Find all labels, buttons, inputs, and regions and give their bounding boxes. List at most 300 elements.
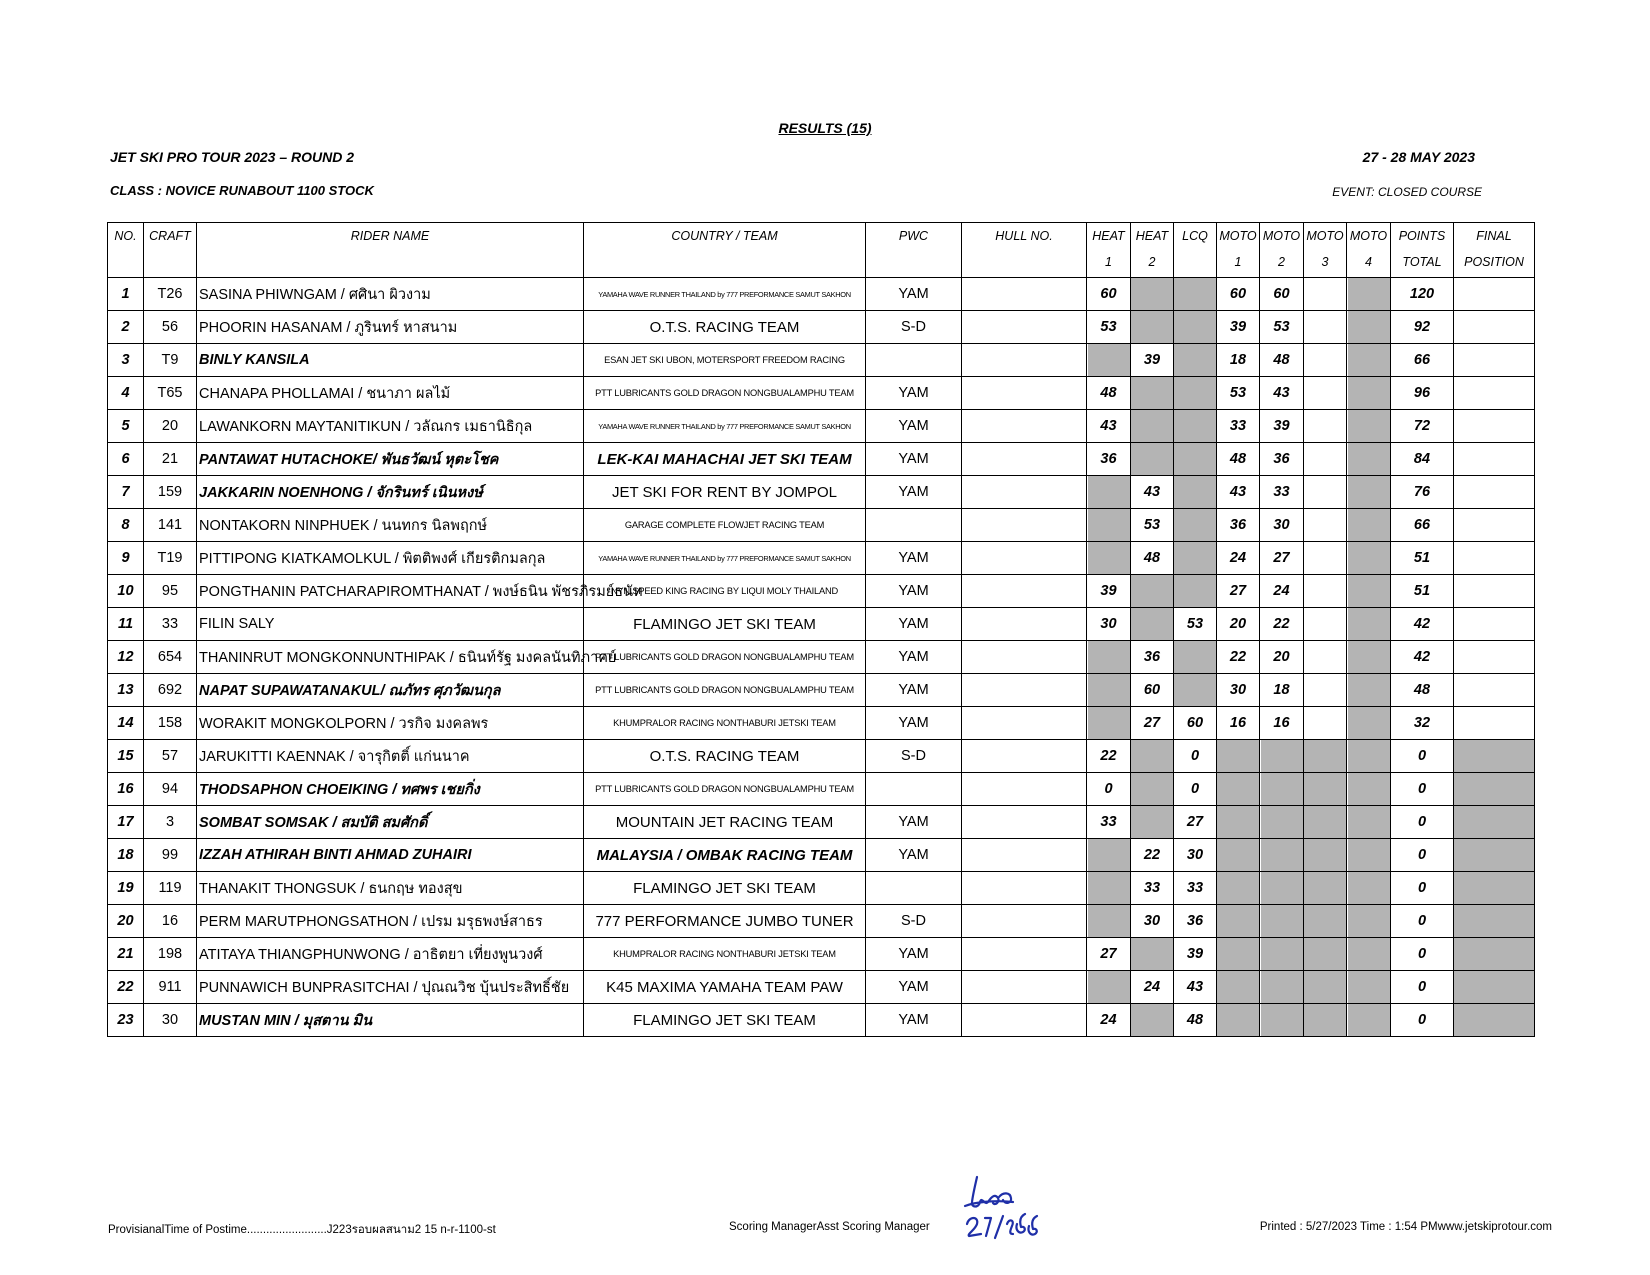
hull-no	[962, 938, 1087, 971]
table-row	[108, 377, 1535, 410]
points-total: 96	[1391, 377, 1454, 410]
score-moto4	[1347, 278, 1391, 311]
hull-no	[962, 443, 1087, 476]
event-dates: 27 - 28 MAY 2023	[1362, 149, 1475, 165]
craft-number: 30	[144, 1004, 197, 1037]
country-team: LEK-KAI MAHACHAI JET SKI TEAM	[584, 443, 866, 476]
score-heat1: 0	[1087, 773, 1131, 806]
score-moto4	[1347, 509, 1391, 542]
event-type: EVENT: CLOSED COURSE	[1332, 185, 1482, 199]
rider-name: NAPAT SUPAWATANAKUL/ ณภัทร ศุภวัฒนกุล	[197, 674, 584, 707]
rider-name: WORAKIT MONGKOLPORN / วรกิจ มงคลพร	[197, 707, 584, 740]
rider-name: JARUKITTI KAENNAK / จารุกิตติ์ แก่นนาค	[197, 740, 584, 773]
score-heat1: 30	[1087, 608, 1131, 641]
score-heat2: 24	[1131, 971, 1174, 1004]
craft-number: T19	[144, 542, 197, 575]
score-moto1: 18	[1217, 344, 1260, 377]
craft-number: 654	[144, 641, 197, 674]
score-lcq	[1174, 311, 1217, 344]
row-number: 21	[108, 938, 144, 971]
col-header-hull-no: HULL NO.	[962, 223, 1087, 278]
pwc: YAM	[866, 410, 962, 443]
pwc: YAM	[866, 542, 962, 575]
table-row	[108, 311, 1535, 344]
table-row	[108, 938, 1535, 971]
score-moto1: 20	[1217, 608, 1260, 641]
score-moto3	[1304, 740, 1347, 773]
hull-no	[962, 311, 1087, 344]
craft-number: 94	[144, 773, 197, 806]
pwc: S-D	[866, 311, 962, 344]
score-moto4	[1347, 707, 1391, 740]
score-moto2: 43	[1260, 377, 1304, 410]
score-heat1	[1087, 971, 1131, 1004]
footer-left: ProvisianalTime of Postime.........................J223รอบผลสนาม2 15 n-r-1100-st	[108, 1224, 496, 1236]
row-number: 5	[108, 410, 144, 443]
score-heat2: 30	[1131, 905, 1174, 938]
score-moto3	[1304, 443, 1347, 476]
rider-name: SASINA PHIWNGAM / ศศินา ผิวงาม	[197, 278, 584, 311]
score-moto2: 60	[1260, 278, 1304, 311]
score-moto3	[1304, 542, 1347, 575]
country-team: FLAMINGO JET SKI TEAM	[584, 608, 866, 641]
rider-name: PITTIPONG KIATKAMOLKUL / พิตติพงศ์ เกียรติกมลกุล	[197, 542, 584, 575]
row-number: 13	[108, 674, 144, 707]
table-row	[108, 542, 1535, 575]
points-total: 0	[1391, 872, 1454, 905]
table-row	[108, 410, 1535, 443]
col-header-moto-1: MOTO 1	[1217, 223, 1260, 278]
score-lcq: 30	[1174, 839, 1217, 872]
points-total: 51	[1391, 575, 1454, 608]
table-row	[108, 575, 1535, 608]
score-lcq	[1174, 278, 1217, 311]
score-moto4	[1347, 542, 1391, 575]
craft-number: T26	[144, 278, 197, 311]
final-position	[1454, 641, 1535, 674]
final-position	[1454, 674, 1535, 707]
final-position	[1454, 542, 1535, 575]
score-heat2	[1131, 410, 1174, 443]
final-position	[1454, 806, 1535, 839]
score-heat1: 48	[1087, 377, 1131, 410]
col-header-moto-2: MOTO 2	[1260, 223, 1304, 278]
final-position	[1454, 971, 1535, 1004]
points-total: 42	[1391, 608, 1454, 641]
score-moto3	[1304, 905, 1347, 938]
points-total: 51	[1391, 542, 1454, 575]
score-lcq: 33	[1174, 872, 1217, 905]
score-heat1: 27	[1087, 938, 1131, 971]
points-total: 0	[1391, 773, 1454, 806]
score-moto2	[1260, 806, 1304, 839]
hull-no	[962, 542, 1087, 575]
col-header-heat-2: HEAT 2	[1131, 223, 1174, 278]
pwc: YAM	[866, 278, 962, 311]
points-total: 66	[1391, 509, 1454, 542]
score-moto3	[1304, 344, 1347, 377]
country-team: PTT LUBRICANTS GOLD DRAGON NONGBUALAMPHU TEAM	[584, 377, 866, 410]
hull-no	[962, 740, 1087, 773]
final-position	[1454, 476, 1535, 509]
score-moto2: 39	[1260, 410, 1304, 443]
score-moto4	[1347, 443, 1391, 476]
score-moto2	[1260, 839, 1304, 872]
country-team: KHUMPRALOR RACING NONTHABURI JETSKI TEAM	[584, 938, 866, 971]
rider-name: THODSAPHON CHOEIKING / ทศพร เชยกิ่ง	[197, 773, 584, 806]
score-lcq: 43	[1174, 971, 1217, 1004]
score-moto2: 20	[1260, 641, 1304, 674]
score-moto2	[1260, 1004, 1304, 1037]
score-moto4	[1347, 410, 1391, 443]
craft-number: 141	[144, 509, 197, 542]
score-moto1: 43	[1217, 476, 1260, 509]
score-moto4	[1347, 311, 1391, 344]
score-moto2: 53	[1260, 311, 1304, 344]
hull-no	[962, 377, 1087, 410]
row-number: 15	[108, 740, 144, 773]
row-number: 14	[108, 707, 144, 740]
score-moto2	[1260, 872, 1304, 905]
hull-no	[962, 1004, 1087, 1037]
score-lcq	[1174, 674, 1217, 707]
pwc: YAM	[866, 476, 962, 509]
table-row	[108, 476, 1535, 509]
score-moto2	[1260, 938, 1304, 971]
table-row	[108, 971, 1535, 1004]
score-moto4	[1347, 1004, 1391, 1037]
score-heat1	[1087, 905, 1131, 938]
pwc: YAM	[866, 806, 962, 839]
score-heat1: 43	[1087, 410, 1131, 443]
pwc: YAM	[866, 1004, 962, 1037]
score-moto3	[1304, 641, 1347, 674]
rider-name: LAWANKORN MAYTANITIKUN / วลัณกร เมธานิธิกุล	[197, 410, 584, 443]
row-number: 6	[108, 443, 144, 476]
pwc: YAM	[866, 443, 962, 476]
craft-number: 911	[144, 971, 197, 1004]
col-header-lcq: LCQ	[1174, 223, 1217, 278]
score-moto3	[1304, 278, 1347, 311]
score-moto2: 48	[1260, 344, 1304, 377]
points-total: 42	[1391, 641, 1454, 674]
table-row	[108, 344, 1535, 377]
rider-name: ATITAYA THIANGPHUNWONG / อาธิตยา เที่ยงพูนวงศ์	[197, 938, 584, 971]
score-lcq: 27	[1174, 806, 1217, 839]
event-name: JET SKI PRO TOUR 2023 – ROUND 2	[110, 149, 355, 165]
country-team: O.T.S. RACING TEAM	[584, 740, 866, 773]
score-lcq	[1174, 575, 1217, 608]
country-team: PTT LUBRICANTS GOLD DRAGON NONGBUALAMPHU TEAM	[584, 641, 866, 674]
hull-no	[962, 410, 1087, 443]
rider-name: BINLY KANSILA	[197, 344, 584, 377]
score-moto4	[1347, 839, 1391, 872]
country-team: O.T.S. RACING TEAM	[584, 311, 866, 344]
score-moto1: 60	[1217, 278, 1260, 311]
points-total: 72	[1391, 410, 1454, 443]
row-number: 23	[108, 1004, 144, 1037]
score-moto3	[1304, 938, 1347, 971]
hull-no	[962, 641, 1087, 674]
final-position	[1454, 773, 1535, 806]
pwc	[866, 872, 962, 905]
final-position	[1454, 872, 1535, 905]
score-moto1	[1217, 872, 1260, 905]
final-position	[1454, 740, 1535, 773]
table-row	[108, 905, 1535, 938]
country-team: MALAYSIA / OMBAK RACING TEAM	[584, 839, 866, 872]
row-number: 7	[108, 476, 144, 509]
final-position	[1454, 377, 1535, 410]
score-heat2: 53	[1131, 509, 1174, 542]
points-total: 76	[1391, 476, 1454, 509]
score-moto3	[1304, 773, 1347, 806]
score-moto3	[1304, 1004, 1347, 1037]
score-moto1: 16	[1217, 707, 1260, 740]
table-row	[108, 608, 1535, 641]
row-number: 3	[108, 344, 144, 377]
score-moto2	[1260, 971, 1304, 1004]
craft-number: 56	[144, 311, 197, 344]
score-lcq: 39	[1174, 938, 1217, 971]
score-moto4	[1347, 575, 1391, 608]
score-heat2	[1131, 740, 1174, 773]
points-total: 84	[1391, 443, 1454, 476]
hull-no	[962, 707, 1087, 740]
final-position	[1454, 938, 1535, 971]
score-heat2	[1131, 938, 1174, 971]
points-total: 120	[1391, 278, 1454, 311]
craft-number: 99	[144, 839, 197, 872]
craft-number: 158	[144, 707, 197, 740]
pwc: YAM	[866, 971, 962, 1004]
country-team: 777 PERFORMANCE JUMBO TUNER	[584, 905, 866, 938]
score-heat1	[1087, 839, 1131, 872]
score-moto1: 53	[1217, 377, 1260, 410]
score-moto2: 33	[1260, 476, 1304, 509]
score-heat1	[1087, 707, 1131, 740]
score-moto3	[1304, 707, 1347, 740]
score-heat1	[1087, 872, 1131, 905]
hull-no	[962, 344, 1087, 377]
hull-no	[962, 905, 1087, 938]
score-moto1	[1217, 905, 1260, 938]
score-moto2: 18	[1260, 674, 1304, 707]
table-row	[108, 509, 1535, 542]
points-total: 0	[1391, 905, 1454, 938]
table-row	[108, 707, 1535, 740]
hull-no	[962, 839, 1087, 872]
row-number: 9	[108, 542, 144, 575]
pwc	[866, 344, 962, 377]
score-heat2	[1131, 377, 1174, 410]
table-row	[108, 740, 1535, 773]
row-number: 18	[108, 839, 144, 872]
table-row	[108, 839, 1535, 872]
table-row	[108, 443, 1535, 476]
score-heat2: 39	[1131, 344, 1174, 377]
final-position	[1454, 410, 1535, 443]
score-moto4	[1347, 773, 1391, 806]
final-position	[1454, 311, 1535, 344]
score-moto2	[1260, 905, 1304, 938]
pwc: YAM	[866, 575, 962, 608]
country-team: PTT LUBRICANTS GOLD DRAGON NONGBUALAMPHU TEAM	[584, 674, 866, 707]
final-position	[1454, 344, 1535, 377]
hull-no	[962, 872, 1087, 905]
country-team: YAMAHA WAVE RUNNER THAILAND by 777 PREFORMANCE SAMUT SAKHON	[584, 278, 866, 311]
score-moto2	[1260, 773, 1304, 806]
pwc: YAM	[866, 938, 962, 971]
score-moto4	[1347, 740, 1391, 773]
table-row	[108, 773, 1535, 806]
handwritten-signature	[955, 1172, 1055, 1257]
points-total: 66	[1391, 344, 1454, 377]
row-number: 1	[108, 278, 144, 311]
hull-no	[962, 608, 1087, 641]
row-number: 11	[108, 608, 144, 641]
score-moto2: 27	[1260, 542, 1304, 575]
pwc: YAM	[866, 641, 962, 674]
score-heat2: 36	[1131, 641, 1174, 674]
craft-number: 21	[144, 443, 197, 476]
craft-number: 3	[144, 806, 197, 839]
score-heat2: 43	[1131, 476, 1174, 509]
pwc: YAM	[866, 608, 962, 641]
col-header-no: NO.	[108, 223, 144, 278]
points-total: 0	[1391, 839, 1454, 872]
table-row	[108, 1004, 1535, 1037]
score-lcq: 48	[1174, 1004, 1217, 1037]
score-heat1	[1087, 542, 1131, 575]
col-header-points-total: POINTS TOTAL	[1391, 223, 1454, 278]
score-heat2: 60	[1131, 674, 1174, 707]
score-heat1	[1087, 641, 1131, 674]
row-number: 16	[108, 773, 144, 806]
col-header-final-position: FINAL POSITION	[1454, 223, 1535, 278]
score-heat2	[1131, 278, 1174, 311]
score-lcq: 60	[1174, 707, 1217, 740]
rider-name: JAKKARIN NOENHONG / จักรินทร์ เนินหงษ์	[197, 476, 584, 509]
rider-name: THANAKIT THONGSUK / ธนกฤษ ทองสุข	[197, 872, 584, 905]
score-heat1: 24	[1087, 1004, 1131, 1037]
score-moto3	[1304, 575, 1347, 608]
score-moto4	[1347, 971, 1391, 1004]
score-lcq	[1174, 344, 1217, 377]
hull-no	[962, 509, 1087, 542]
score-moto1: 27	[1217, 575, 1260, 608]
score-heat1	[1087, 674, 1131, 707]
score-moto1: 48	[1217, 443, 1260, 476]
score-heat1: 53	[1087, 311, 1131, 344]
score-heat2: 48	[1131, 542, 1174, 575]
col-header-moto-4: MOTO 4	[1347, 223, 1391, 278]
country-team: YAMAHA WAVE RUNNER THAILAND by 777 PREFORMANCE SAMUT SAKHON	[584, 410, 866, 443]
country-team: FLAMINGO JET SKI TEAM	[584, 872, 866, 905]
country-team: FLAMINGO JET SKI TEAM	[584, 1004, 866, 1037]
score-moto4	[1347, 806, 1391, 839]
hull-no	[962, 806, 1087, 839]
craft-number: 33	[144, 608, 197, 641]
final-position	[1454, 1004, 1535, 1037]
final-position	[1454, 278, 1535, 311]
score-moto1	[1217, 1004, 1260, 1037]
score-heat2	[1131, 443, 1174, 476]
footer-printed: Printed : 5/27/2023 Time : 1:54 PMwww.jetskiprotour.com	[1259, 1221, 1552, 1233]
craft-number: T9	[144, 344, 197, 377]
hull-no	[962, 674, 1087, 707]
score-moto3	[1304, 476, 1347, 509]
col-header-heat-1: HEAT 1	[1087, 223, 1131, 278]
score-moto4	[1347, 872, 1391, 905]
rider-name: PANTAWAT HUTACHOKE/ พันธวัฒน์ หุตะโชค	[197, 443, 584, 476]
final-position	[1454, 839, 1535, 872]
score-heat1	[1087, 476, 1131, 509]
pwc: YAM	[866, 707, 962, 740]
craft-number: 95	[144, 575, 197, 608]
table-row	[108, 278, 1535, 311]
row-number: 19	[108, 872, 144, 905]
score-moto2: 30	[1260, 509, 1304, 542]
score-heat2: 33	[1131, 872, 1174, 905]
results-title: RESULTS (15)	[778, 120, 872, 136]
score-moto1	[1217, 971, 1260, 1004]
score-moto4	[1347, 476, 1391, 509]
craft-number: T65	[144, 377, 197, 410]
score-moto3	[1304, 806, 1347, 839]
craft-number: 16	[144, 905, 197, 938]
score-heat2	[1131, 575, 1174, 608]
score-moto4	[1347, 344, 1391, 377]
score-moto1	[1217, 773, 1260, 806]
craft-number: 692	[144, 674, 197, 707]
row-number: 8	[108, 509, 144, 542]
country-team: YAMAHA WAVE RUNNER THAILAND by 777 PREFORMANCE SAMUT SAKHON	[584, 542, 866, 575]
hull-no	[962, 476, 1087, 509]
row-number: 2	[108, 311, 144, 344]
score-moto3	[1304, 311, 1347, 344]
score-moto4	[1347, 608, 1391, 641]
country-team: JET SKI FOR RENT BY JOMPOL	[584, 476, 866, 509]
score-lcq	[1174, 542, 1217, 575]
craft-number: 20	[144, 410, 197, 443]
score-moto3	[1304, 410, 1347, 443]
score-heat2	[1131, 806, 1174, 839]
score-moto2	[1260, 740, 1304, 773]
table-row	[108, 806, 1535, 839]
score-moto3	[1304, 872, 1347, 905]
rider-name: IZZAH ATHIRAH BINTI AHMAD ZUHAIRI	[197, 839, 584, 872]
row-number: 10	[108, 575, 144, 608]
rider-name: PONGTHANIN PATCHARAPIROMTHANAT / พงษ์ธนิน พัชรภิรมย์ธนัท	[197, 575, 584, 608]
score-lcq	[1174, 641, 1217, 674]
results-table	[107, 222, 1535, 1037]
rider-name: FILIN SALY	[197, 608, 584, 641]
hull-no	[962, 575, 1087, 608]
table-body	[108, 278, 1535, 1037]
score-heat1: 60	[1087, 278, 1131, 311]
score-moto3	[1304, 839, 1347, 872]
table-row	[108, 872, 1535, 905]
points-total: 92	[1391, 311, 1454, 344]
pwc	[866, 773, 962, 806]
country-team: PTT LUBRICANTS GOLD DRAGON NONGBUALAMPHU TEAM	[584, 773, 866, 806]
score-heat2	[1131, 773, 1174, 806]
country-team: KHUMPRALOR RACING NONTHABURI JETSKI TEAM	[584, 707, 866, 740]
rider-name: THANINRUT MONGKONNUNTHIPAK / ธนินท์รัฐ มงคลนันทิภาคย์	[197, 641, 584, 674]
score-lcq: 53	[1174, 608, 1217, 641]
score-moto3	[1304, 509, 1347, 542]
